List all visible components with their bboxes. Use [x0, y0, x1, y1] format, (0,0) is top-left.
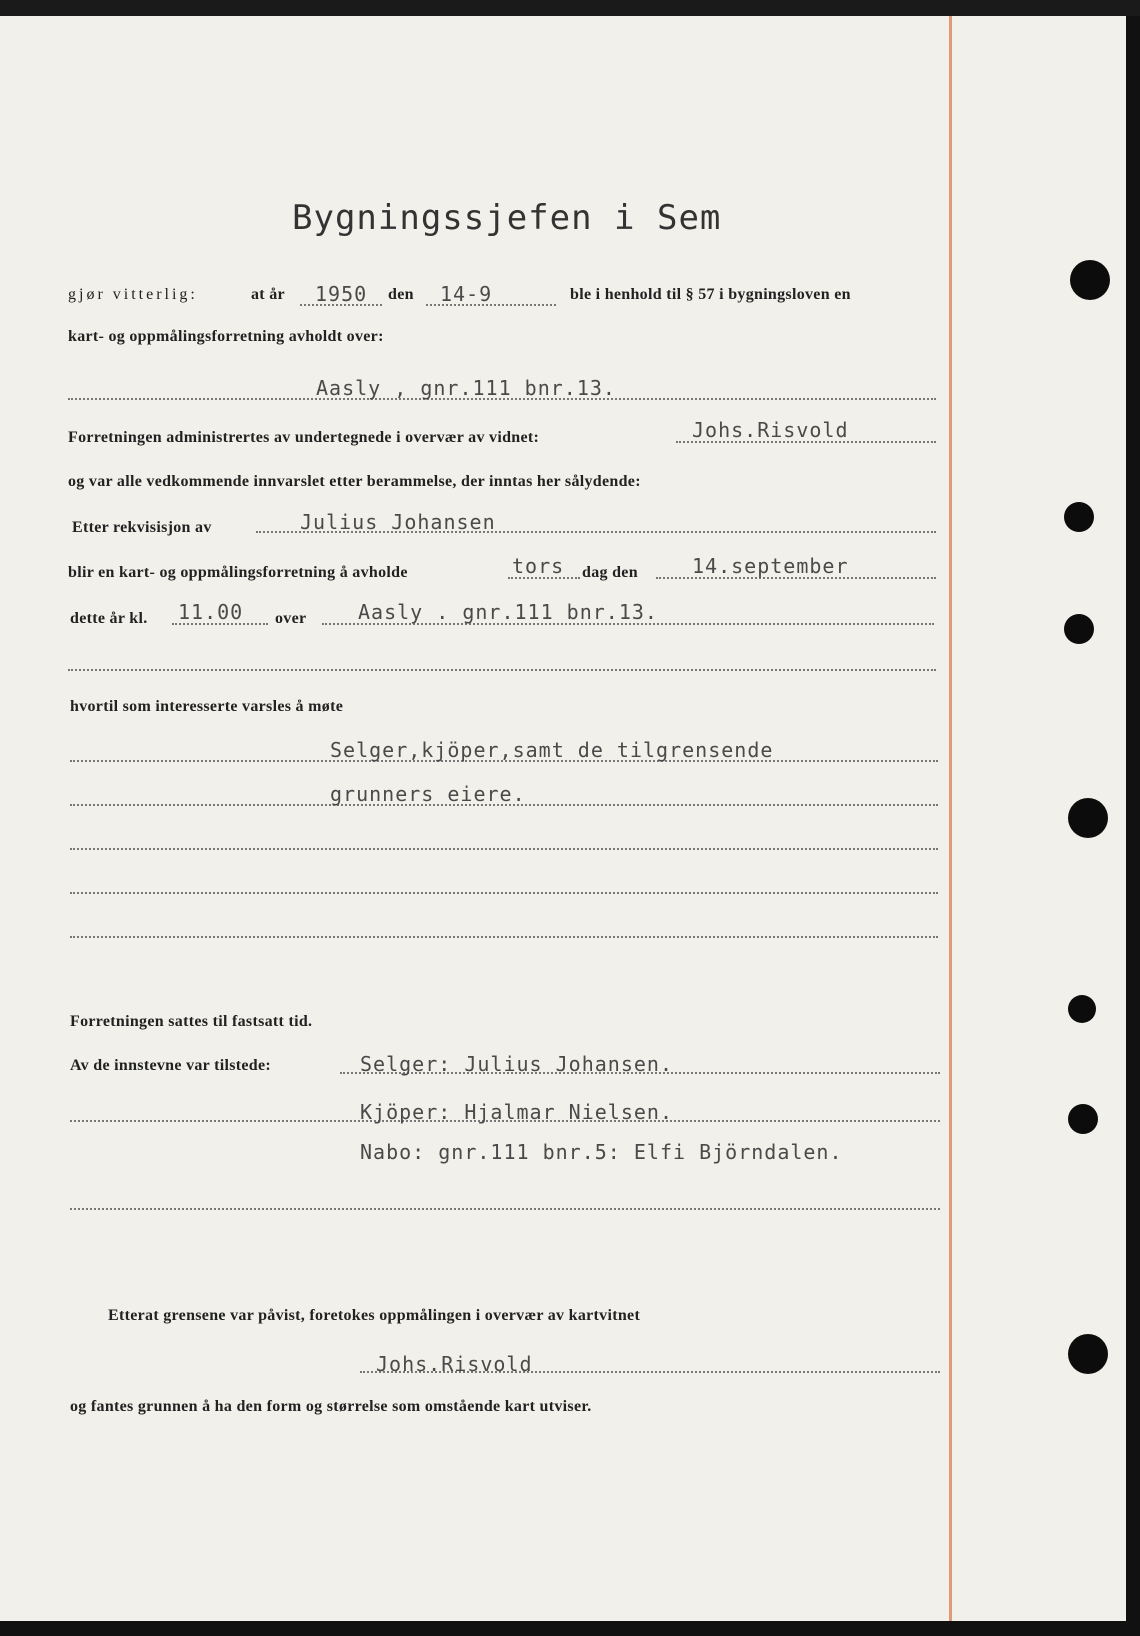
- weekday-value: tors: [512, 554, 565, 578]
- blank-line: [70, 936, 938, 938]
- administrert-text: Forretningen administrertes av undertegnede i overvær av vidnet:: [68, 429, 540, 446]
- blank-line: [70, 1208, 940, 1210]
- invitees-value-1: Selger,kjöper,samt de tilgrensende: [330, 738, 774, 762]
- witness-value: Johs.Risvold: [692, 418, 849, 442]
- etterat-text: Etterat grensene var påvist, foretokes oppmålingen i overvær av kartvitnet: [108, 1307, 641, 1324]
- document-page: [0, 16, 1126, 1621]
- rekvisisjon-label: Etter rekvisisjon av: [72, 519, 212, 536]
- scan-top-border: [0, 0, 1140, 16]
- binder-hole: [1070, 260, 1110, 300]
- binder-hole: [1064, 502, 1094, 532]
- invitees-value-2: grunners eiere.: [330, 782, 526, 806]
- at-ar-label: at år: [251, 286, 285, 303]
- blank-line: [70, 848, 938, 850]
- requester-value: Julius Johansen: [300, 510, 496, 534]
- hvortil-text: hvortil som interesserte varsles å møte: [70, 698, 344, 715]
- margin-line: [949, 16, 952, 1621]
- map-witness-value: Johs.Risvold: [376, 1352, 533, 1376]
- year-value: 1950: [315, 282, 368, 306]
- blir-text: blir en kart- og oppmålingsforretning å avholde: [68, 564, 408, 581]
- varslet-text: og var alle vedkommende innvarslet etter berammelse, der inntas her sålydende:: [68, 473, 641, 490]
- day-month-value: 14.september: [692, 554, 849, 578]
- present-value-2: Kjöper: Hjalmar Nielsen.: [360, 1100, 673, 1124]
- binder-hole: [1068, 995, 1096, 1023]
- page-title: Bygningssjefen i Sem: [292, 198, 722, 238]
- den-label: den: [388, 286, 414, 303]
- present-value-3: Nabo: gnr.111 bnr.5: Elfi Björndalen.: [360, 1140, 843, 1164]
- satt-text: Forretningen sattes til fastsatt tid.: [70, 1013, 313, 1030]
- intro-prefix: gjør vitterlig:: [68, 286, 198, 303]
- over-label: over: [275, 610, 307, 627]
- intro-suffix: ble i henhold til § 57 i bygningsloven en: [570, 286, 851, 303]
- tilstede-label: Av de innstevne var tilstede:: [70, 1057, 271, 1074]
- blank-line: [68, 669, 936, 671]
- time-value: 11.00: [178, 600, 244, 624]
- line-2: kart- og oppmålingsforretning avholdt over:: [68, 328, 384, 345]
- property-value: Aasly , gnr.111 bnr.13.: [316, 376, 616, 400]
- binder-hole: [1068, 1334, 1108, 1374]
- dette-ar-label: dette år kl.: [70, 610, 148, 627]
- binder-hole: [1068, 1104, 1098, 1134]
- binder-hole: [1068, 798, 1108, 838]
- binder-hole: [1064, 614, 1094, 644]
- date-value: 14-9: [440, 282, 493, 306]
- fantes-text: og fantes grunnen å ha den form og størrelse som omstående kart utviser.: [70, 1398, 592, 1415]
- place-value: Aasly . gnr.111 bnr.13.: [358, 600, 658, 624]
- blank-line: [70, 892, 938, 894]
- dag-den-label: dag den: [582, 564, 638, 581]
- present-value-1: Selger: Julius Johansen.: [360, 1052, 673, 1076]
